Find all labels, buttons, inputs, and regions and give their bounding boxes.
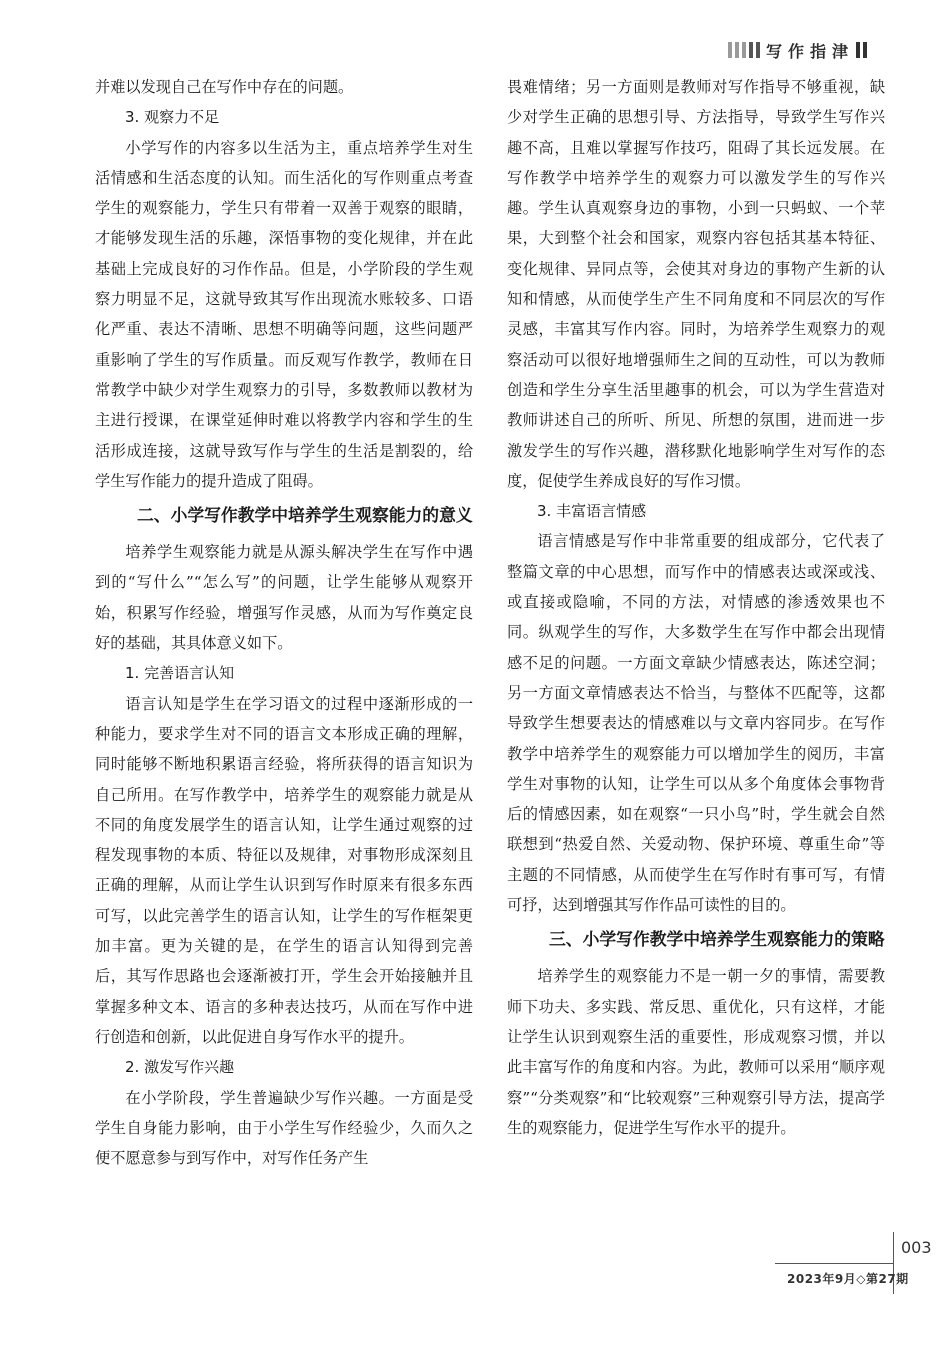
paragraph: 小学写作的内容多以生活为主，重点培养学生对生活情感和生活态度的认知。而生活化的写作则重点考查学生的观察能力，学生只有带着一双善于观察的眼睛，才能够发现生活的乐趣，深悟事物的变化规律，并在此基础上完成良好的习作作品。但是，小学阶段的学生观察力明显不足，这就导致其写作出现流水账较多、口语化严重、表达不清晰、思想不明确等问题，这些问题严重影响了学生的写作质量。而反观写作教学，教师在日常教学中缺少对学生观察力的引导，多数教师以教材为主进行授课，在课堂延伸时难以将教学内容和学生的生活形成连接，这就导致写作与学生的生活是割裂的，给学生写作能力的提升造成了阻碍。 bbox=[95, 138, 473, 490]
section-heading: 二、小学写作教学中培养学生观察能力的意义 bbox=[137, 505, 473, 526]
subheading: 2. 激发写作兴趣 bbox=[125, 1058, 235, 1077]
paragraph: 在小学阶段，学生普遍缺少写作兴趣。一方面是受学生自身能力影响，由于小学生写作经验少，久而久之便不愿意参与到写作中，对写作任务产生 bbox=[95, 1088, 473, 1168]
right-column bbox=[507, 72, 885, 1143]
header-decoration-left bbox=[728, 42, 760, 58]
paragraph: 培养学生的观察能力不是一朝一夕的事情，需要教师下功夫、多实践、常反思、重优化，只有这样，才能让学生认识到观察生活的重要性，形成观察习惯，并以此丰富写作的角度和内容。为此，教师可以采用“顺序观察”“分类观察”和“比较观察”三种观察引导方法，提高学生的观察能力，促进学生写作水平的提升。 bbox=[507, 967, 885, 1137]
paragraph: 语言认知是学生在学习语文的过程中逐渐形成的一种能力，要求学生对不同的语言文本形成正确的理解，同时能够不断地积累语言经验，将所获得的语言知识为自己所用。在写作教学中，培养学生的观察能力就是从不同的角度发展学生的语言认知，让学生通过观察的过程发现事物的本质、特征以及规律，对事物形成深刻且正确的理解，从而让学生认识到写作时原来有很多东西可写，以此完善学生的语言认知，让学生的写作框架更加丰富。更为关键的是，在学生的语言认知得到完善后，其写作思路也会逐渐被打开，学生会开始接触并且掌握多种文本、语言的多种表达技巧，从而在写作中进行创造和创新，以此促进自身写作水平的提升。 bbox=[95, 694, 473, 1046]
left-column bbox=[95, 72, 473, 1173]
section-heading: 三、小学写作教学中培养学生观察能力的策略 bbox=[549, 929, 885, 950]
paragraph: 并难以发现自己在写作中存在的问题。 bbox=[95, 78, 354, 96]
page-number: 003 bbox=[901, 1238, 932, 1257]
paragraph: 畏难情绪；另一方面则是教师对写作指导不够重视，缺少对学生正确的思想引导、方法指导，导致学生写作兴趣不高，且难以掌握写作技巧，阻碍了其长远发展。在写作教学中培养学生的观察力可以激发学生的写作兴趣。学生认真观察身边的事物，小到一只蚂蚁、一个苹果，大到整个社会和国家，观察内容包括其基本特征、变化规律、异同点等，会使其对身边的事物产生新的认知和情感，从而使学生产生不同角度和不同层次的写作灵感，丰富其写作内容。同时，为培养学生观察力的观察活动可以很好地增强师生之间的互动性，可以为教师创造和学生分享生活里趣事的机会，可以为学生营造对教师讲述自己的所听、所见、所想的氛围，进而进一步激发学生的写作兴趣，潜移默化地影响学生对写作的态度，促使学生养成良好的写作习惯。 bbox=[507, 78, 885, 490]
subheading: 3. 观察力不足 bbox=[125, 108, 220, 127]
subheading: 1. 完善语言认知 bbox=[125, 664, 235, 683]
paragraph: 培养学生观察能力就是从源头解决学生在写作中遇到的“写什么”“怎么写”的问题，让学生能够从观察开始，积累写作经验，增强写作灵感，从而为写作奠定良好的基础，其具体意义如下。 bbox=[95, 543, 473, 653]
section-title: 写作指津 bbox=[766, 41, 855, 61]
paragraph: 语言情感是写作中非常重要的组成部分，它代表了整篇文章的中心思想，而写作中的情感表达或深或浅、或直接或隐喻，不同的方法，对情感的渗透效果也不同。纵观学生的写作，大多数学生在写作中都会出现情感不足的问题。一方面文章缺少情感表达，陈述空洞；另一方面文章情感表达不恰当，与整体不匹配等，这都导致学生想要表达的情感难以与文章内容同步。在写作教学中培养学生的观察能力可以增加学生的阅历，丰富学生对事物的认知，让学生可以从多个角度体会事物背后的情感因素，如在观察“一只小鸟”时，学生就会自然联想到“热爱自然、关爱动物、保护环境、尊重生命”等主题的不同情感，从而使学生在写作时有事可写，有情可抒，达到增强其写作作品可读性的目的。 bbox=[507, 532, 885, 915]
subheading: 3. 丰富语言情感 bbox=[537, 502, 647, 521]
header-decoration-right bbox=[856, 42, 867, 58]
footer-divider-horizontal bbox=[775, 1263, 893, 1264]
issue-date: 2023年9月◇第27期 bbox=[787, 1272, 909, 1286]
running-header bbox=[728, 40, 867, 60]
